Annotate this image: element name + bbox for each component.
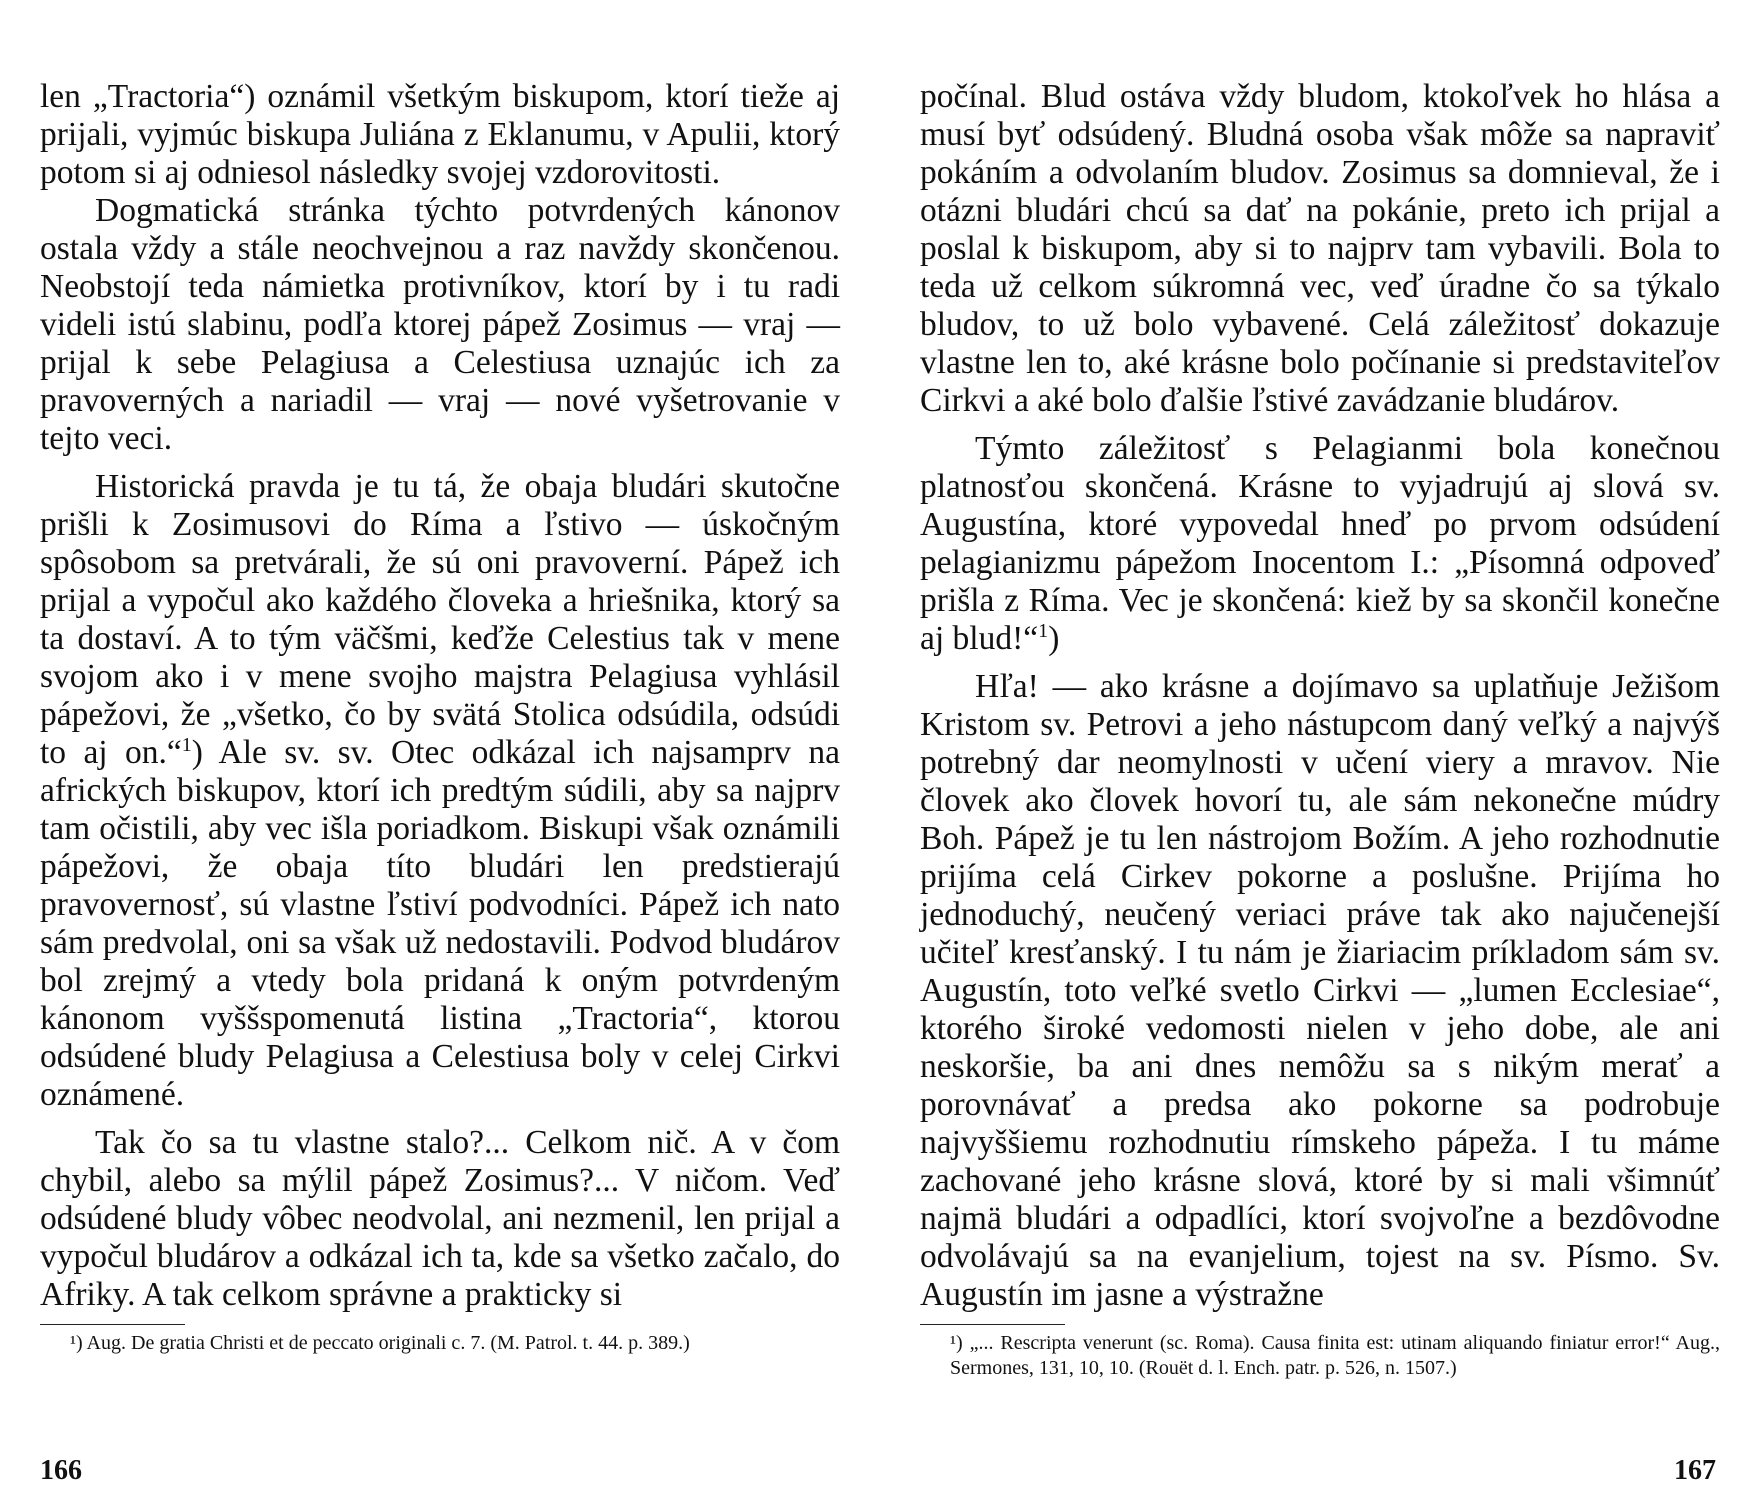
right-page — [920, 78, 1720, 1379]
left-paragraph-4: Tak čo sa tu vlastne stalo?... Celkom nič. A v čom chybil, alebo sa mýlil pápež Zosimus?... V ničom. Veď odsúdené bludy vôbec neodvolal, ani nezmenil, len prijal a vypočul bludárov a odkázal ich ta, kde sa všetko začalo, do Afriky. A tak celkom správne a prakticky si — [40, 1124, 840, 1313]
left-page — [40, 78, 841, 1354]
right-paragraph-2: Týmto záležitosť s Pelagianmi bola konečnou platnosťou skončená. Krásne to vyjadrujú aj slová sv. Augustína, ktoré vypovedal hneď po prvom odsúdení pelagianizmu pápežom Inocentom I.: „Písomná odpoveď prišla z Ríma. Vec je skončená: kiež by sa skončil konečne aj blud!“$^1$) — [920, 430, 1720, 657]
right-footnote: ¹) „... Rescripta venerunt (sc. Roma). Causa finita est: utinam aliquando finiatur error!“ Aug., Sermones, 131, 10, 10. (Rouët d. l. Ench. patr. p. 526, n. 1507.) — [950, 1332, 1720, 1379]
right-paragraph-2-text: Týmto záležitosť s Pelagianmi bola konečnou platnosťou skončená. Krásne to vyjadrujú aj slová sv. Augustína, ktoré vypovedal hneď po prvom odsúdení pelagianizmu pápežom Inocentom I.: „Písomná odpoveď prišla z Ríma. Vec je skončená: kiež by sa skončil konečne aj blud!“ — [920, 430, 1720, 657]
left-page-body — [40, 78, 841, 1354]
left-paragraph-1: len „Tractoria“) oznámil všetkým biskupom, ktorí tieže aj prijali, vyjmúc biskupa Juliána z Eklanumu, v Apulii, ktorý potom si aj odniesol následky svojej vzdorovitosti. — [40, 78, 840, 191]
footnote-reference: 1 — [181, 733, 192, 756]
left-paragraph-3: Historická pravda je tu tá, že obaja bludári skutočne prišli k Zosimusovi do Ríma a ľstivo — úskočným spôsobom sa pretvárali, že sú oni pravoverní. Pápež ich prijal a vypočul ako každého človeka a hriešnika, ktorý sa ta dostaví. A to tým väčšmi, keďže Celestius tak v mene svojom ako i v mene svojho majstra Pelagiusa vyhlásil pápežovi, že „všetko, čo by svätá Stolica odsúdila, odsúdi to aj on.“$^1$) Ale sv. sv. Otec odkázal ich najsamprv na afrických biskupov, ktorí ich predtým súdili, aby sa najprv tam očistili, aby vec išla poriadkom. Biskupi však oznámili pápežovi, že obaja títo bludári len predstierajú pravovernosť, sú vlastne ľstiví podvodníci. Pápež ich nato sám predvolal, oni sa však už nedostavili. Podvod bludárov bol zrejmý a vtedy bola pridaná k oným potvrdeným kánonom vyššspomenutá listina „Tractoria“, ktorou odsúdené bludy Pelagiusa a Celestiusa boly v celej Cirkvi oznámené. — [40, 468, 841, 1113]
left-footnote: ¹) Aug. De gratia Christi et de peccato originali c. 7. (M. Patrol. t. 44. p. 389.) — [70, 1332, 690, 1354]
right-page-body — [920, 78, 1720, 1379]
page-number-right: 167 — [1674, 1455, 1716, 1486]
left-paragraph-3-cont: Ale sv. sv. Otec odkázal ich najsamprv na afrických biskupov, ktorí ich predtým súdili, aby sa najprv tam očistili, aby vec išla poriadkom. Biskupi však oznámili pápežovi, že obaja títo bludári len predstierajú pravovernosť, sú vlastne ľstiví podvodníci. Pápež ich nato sám predvolal, oni sa však už nedostavili. Podvod bludárov bol zrejmý a vtedy bola pridaná k oným potvrdeným kánonom vyššspomenutá listina „Tractoria“, ktorou odsúdené bludy Pelagiusa a Celestiusa boly v celej Cirkvi oznámené. — [40, 734, 841, 1113]
left-paragraph-2: Dogmatická stránka týchto potvrdených kánonov ostala vždy a stále neochvejnou a raz navždy skončenou. Neobstojí teda námietka protivníkov, ktorí by i tu radi videli istú slabinu, podľa ktorej pápež Zosimus — vraj — prijal k sebe Pelagiusa a Celestiusa uznajúc ich za pravoverných a nariadil — vraj — nové vyšetrovanie v tejto veci. — [40, 192, 840, 457]
right-paragraph-3: Hľa! — ako krásne a dojímavo sa uplatňuje Ježišom Kristom sv. Petrovi a jeho nástupcom daný veľký a najvýš potrebný dar neomylnosti v učení viery a mravov. Nie človek ako človek hovorí tu, ale sám nekonečne múdry Boh. Pápež je tu len nástrojom Božím. A jeho rozhodnutie prijíma celá Cirkev pokorne a poslušne. Prijíma ho jednoduchý, neučený veriaci práve tak ako najučenejší učiteľ kresťanský. I tu nám je žiariacim príkladom sám sv. Augustín, toto veľké svetlo Cirkvi — „lumen Ecclesiae“, ktorého široké vedomosti nielen v jeho dobe, ale ani neskoršie, ba ani dnes nemôžu sa s nikým merať a porovnávať a predsa ako pokorne sa podrobuje najvyššiemu rozhodnutiu rímskeho pápeža. I tu máme zachované jeho krásne slová, ktoré by si mali všimnúť najmä bludári a odpadlíci, ktorí svojvoľne a bezdôvodne odvolávajú sa na evanjelium, tojest na sv. Písmo. Sv. Augustín im jasne a výstražne — [920, 668, 1720, 1313]
right-paragraph-1: počínal. Blud ostáva vždy bludom, ktokoľvek ho hlása a musí byť odsúdený. Bludná osoba však môže sa napraviť pokáním a odvolaním bludov. Zosimus sa domnieval, že i otázni bludári chcú sa dať na pokánie, preto ich prijal a poslal k biskupom, aby si to najprv tam vybavili. Bola to teda už celkom súkromná vec, veď úradne čo sa týkalo bludov, to už bolo vybavené. Celá záležitosť dokazuje vlastne len to, aké krásne bolo počínanie si predstaviteľov Cirkvi a aké bolo ďalšie ľstivé zavádzanie bludárov. — [920, 78, 1720, 419]
footnote-divider — [920, 1324, 1065, 1325]
footnote-reference: 1 — [1038, 619, 1049, 642]
page-number-left: 166 — [40, 1455, 82, 1486]
left-paragraph-3-text: Historická pravda je tu tá, že obaja bludári skutočne prišli k Zosimusovi do Ríma a ľstivo — úskočným spôsobom sa pretvárali, že sú oni pravoverní. Pápež ich prijal a vypočul ako každého človeka a hriešnika, ktorý sa ta dostaví. A to tým väčšmi, keďže Celestius tak v mene svojom ako i v mene svojho majstra Pelagiusa vyhlásil pápežovi, že „všetko, čo by svätá Stolica odsúdila, odsúdi to aj on.“ — [40, 468, 840, 771]
footnote-divider — [40, 1324, 185, 1325]
